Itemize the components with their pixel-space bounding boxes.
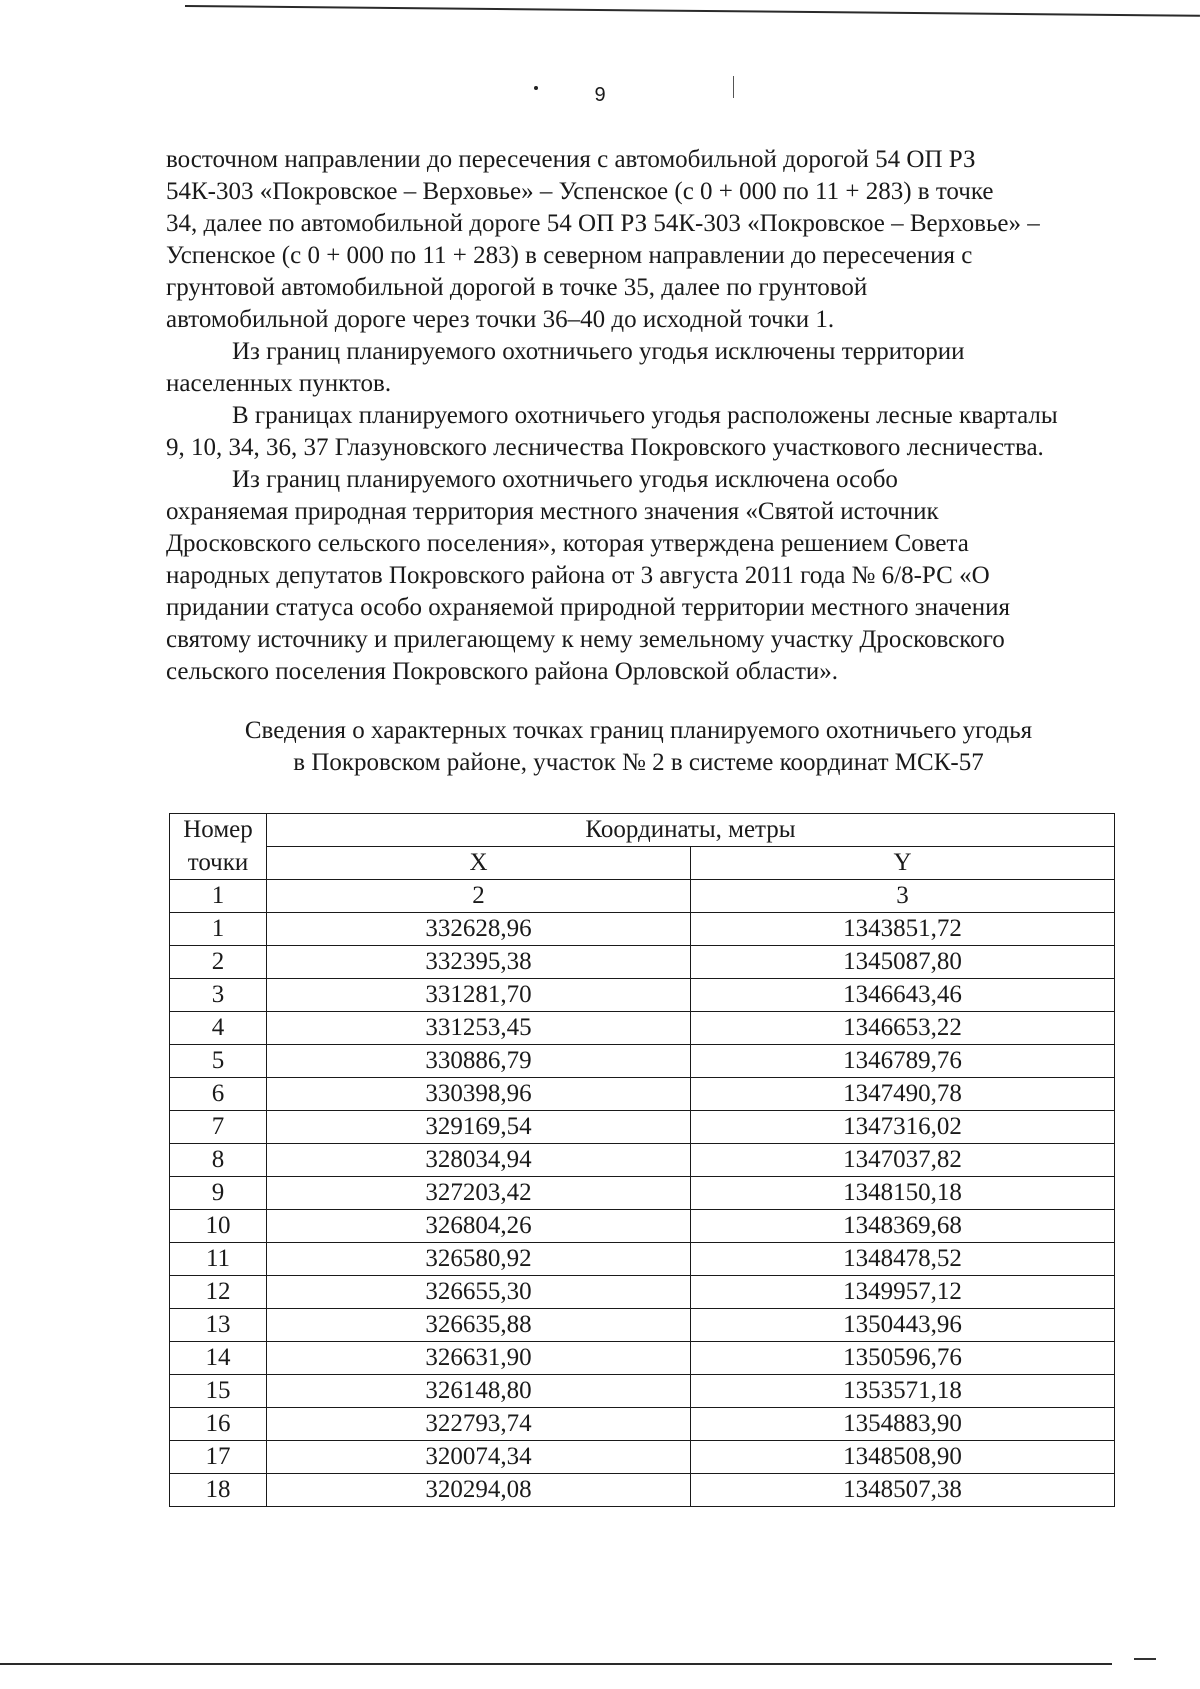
paragraph-line: придании статуса особо охраняемой природной территории местного значения <box>166 594 1011 621</box>
table-row <box>170 1078 1115 1111</box>
point-number-cell: 13 <box>170 1309 267 1342</box>
point-number-cell: 16 <box>170 1408 267 1441</box>
paragraph-line: народных депутатов Покровского района от 3 августа 2011 года № 6/8-РС «О <box>166 562 990 589</box>
table-row <box>170 979 1115 1012</box>
point-number-cell: 5 <box>170 1045 267 1078</box>
point-number-cell: 2 <box>170 946 267 979</box>
table-row <box>170 946 1115 979</box>
table-caption-line-2: в Покровском районе, участок № 2 в системе координат МСК-57 <box>293 749 984 776</box>
x-coordinate-cell: 330398,96 <box>267 1078 691 1111</box>
x-coordinate-cell: 332628,96 <box>267 913 691 946</box>
paragraph-line: грунтовой автомобильной дорогой в точке 35, далее по грунтовой <box>166 274 868 301</box>
x-coordinate-cell: 326655,30 <box>267 1276 691 1309</box>
table-row <box>170 1408 1115 1441</box>
y-coordinate-cell: 1346789,76 <box>691 1045 1115 1078</box>
x-coordinate-cell: 327203,42 <box>267 1177 691 1210</box>
column-number-1: 1 <box>170 880 267 913</box>
table-row <box>170 1441 1115 1474</box>
table-row <box>170 1474 1115 1507</box>
table-row <box>170 913 1115 946</box>
paragraph-line: охраняемая природная территория местного значения «Святой источник <box>166 498 939 525</box>
point-number-cell: 1 <box>170 913 267 946</box>
table-caption <box>166 715 1111 779</box>
y-coordinate-cell: 1346643,46 <box>691 979 1115 1012</box>
table-row <box>170 1342 1115 1375</box>
table-row <box>170 1111 1115 1144</box>
paragraph <box>166 144 1111 336</box>
point-number-cell: 6 <box>170 1078 267 1111</box>
x-coordinate-cell: 322793,74 <box>267 1408 691 1441</box>
point-number-cell: 3 <box>170 979 267 1012</box>
paragraph-line: населенных пунктов. <box>166 370 392 397</box>
x-coordinate-cell: 326804,26 <box>267 1210 691 1243</box>
x-coordinate-cell: 330886,79 <box>267 1045 691 1078</box>
header-point-number-line-2: точки <box>170 847 267 880</box>
y-coordinate-cell: 1347316,02 <box>691 1111 1115 1144</box>
table-row <box>170 1276 1115 1309</box>
x-coordinate-cell: 331253,45 <box>267 1012 691 1045</box>
column-number-3: 3 <box>691 880 1115 913</box>
y-coordinate-cell: 1347490,78 <box>691 1078 1115 1111</box>
point-number-cell: 18 <box>170 1474 267 1507</box>
paragraph <box>166 464 1111 688</box>
paragraph-line: восточном направлении до пересечения с автомобильной дорогой 54 ОП РЗ <box>166 146 976 173</box>
header-point-number-line-1: Номер <box>170 814 267 847</box>
table-column-numbers-row <box>170 880 1115 913</box>
y-coordinate-cell: 1348508,90 <box>691 1441 1115 1474</box>
point-number-cell: 7 <box>170 1111 267 1144</box>
y-coordinate-cell: 1343851,72 <box>691 913 1115 946</box>
y-coordinate-cell: 1348507,38 <box>691 1474 1115 1507</box>
table-header-row-1 <box>170 814 1115 847</box>
table-row <box>170 1045 1115 1078</box>
y-coordinate-cell: 1353571,18 <box>691 1375 1115 1408</box>
paragraph-line: Успенское (с 0 + 000 по 11 + 283) в северном направлении до пересечения с <box>166 242 973 269</box>
y-coordinate-cell: 1354883,90 <box>691 1408 1115 1441</box>
paragraph-line: святому источнику и прилегающему к нему земельному участку Дросковского <box>166 626 1005 653</box>
paragraph-line: Из границ планируемого охотничьего угодья исключены территории <box>232 338 965 365</box>
point-number-cell: 8 <box>170 1144 267 1177</box>
point-number-cell: 4 <box>170 1012 267 1045</box>
table-row <box>170 1012 1115 1045</box>
x-coordinate-cell: 329169,54 <box>267 1111 691 1144</box>
x-coordinate-cell: 332395,38 <box>267 946 691 979</box>
y-coordinate-cell: 1350596,76 <box>691 1342 1115 1375</box>
x-coordinate-cell: 326635,88 <box>267 1309 691 1342</box>
point-number-cell: 9 <box>170 1177 267 1210</box>
table-row <box>170 1210 1115 1243</box>
table-row <box>170 1243 1115 1276</box>
y-coordinate-cell: 1348150,18 <box>691 1177 1115 1210</box>
table-caption-line-1: Сведения о характерных точках границ планируемого охотничьего угодья <box>244 717 1033 744</box>
x-coordinate-cell: 326148,80 <box>267 1375 691 1408</box>
paragraph-line: сельского поселения Покровского района Орловской области». <box>166 658 838 685</box>
x-coordinate-cell: 331281,70 <box>267 979 691 1012</box>
table-row <box>170 1177 1115 1210</box>
y-coordinate-cell: 1348478,52 <box>691 1243 1115 1276</box>
y-coordinate-cell: 1348369,68 <box>691 1210 1115 1243</box>
page-number: 9 <box>594 84 606 106</box>
table-row <box>170 1144 1115 1177</box>
x-coordinate-cell: 326631,90 <box>267 1342 691 1375</box>
point-number-cell: 14 <box>170 1342 267 1375</box>
y-coordinate-cell: 1346653,22 <box>691 1012 1115 1045</box>
table-header-row-2 <box>170 847 1115 880</box>
point-number-cell: 12 <box>170 1276 267 1309</box>
paragraph <box>166 336 1111 400</box>
point-number-cell: 11 <box>170 1243 267 1276</box>
y-coordinate-cell: 1347037,82 <box>691 1144 1115 1177</box>
y-coordinate-cell: 1345087,80 <box>691 946 1115 979</box>
document-body <box>166 144 1111 688</box>
header-coordinates: Координаты, метры <box>267 814 1115 847</box>
point-number-cell: 17 <box>170 1441 267 1474</box>
paragraph <box>166 400 1111 464</box>
paragraph-line: 9, 10, 34, 36, 37 Глазуновского лесничества Покровского участкового лесничества. <box>166 434 1044 461</box>
table-row <box>170 1309 1115 1342</box>
x-coordinate-cell: 326580,92 <box>267 1243 691 1276</box>
y-coordinate-cell: 1349957,12 <box>691 1276 1115 1309</box>
point-number-cell: 15 <box>170 1375 267 1408</box>
table-row <box>170 1375 1115 1408</box>
y-coordinate-cell: 1350443,96 <box>691 1309 1115 1342</box>
paragraph-line: Дросковского сельского поселения», которая утверждена решением Совета <box>166 530 969 557</box>
x-coordinate-cell: 328034,94 <box>267 1144 691 1177</box>
coordinates-table <box>169 813 1115 1507</box>
header-y: Y <box>691 847 1115 880</box>
column-number-2: 2 <box>267 880 691 913</box>
scan-edge-line-top <box>185 5 1200 17</box>
scan-edge-line-bottom <box>0 1663 1112 1665</box>
paragraph-line: 54К-303 «Покровское – Верховье» – Успенское (с 0 + 000 по 11 + 283) в точке <box>166 178 994 205</box>
header-x: X <box>267 847 691 880</box>
paragraph-line: В границах планируемого охотничьего угодья расположены лесные кварталы <box>232 402 1058 429</box>
paragraph-line: автомобильной дороге через точки 36–40 до исходной точки 1. <box>166 306 835 333</box>
x-coordinate-cell: 320074,34 <box>267 1441 691 1474</box>
paragraph-line: 34, далее по автомобильной дороге 54 ОП РЗ 54К-303 «Покровское – Верховье» – <box>166 210 1040 237</box>
x-coordinate-cell: 320294,08 <box>267 1474 691 1507</box>
point-number-cell: 10 <box>170 1210 267 1243</box>
scan-mark-right <box>1134 1658 1156 1660</box>
paragraph-line: Из границ планируемого охотничьего угодья исключена особо <box>232 466 898 493</box>
